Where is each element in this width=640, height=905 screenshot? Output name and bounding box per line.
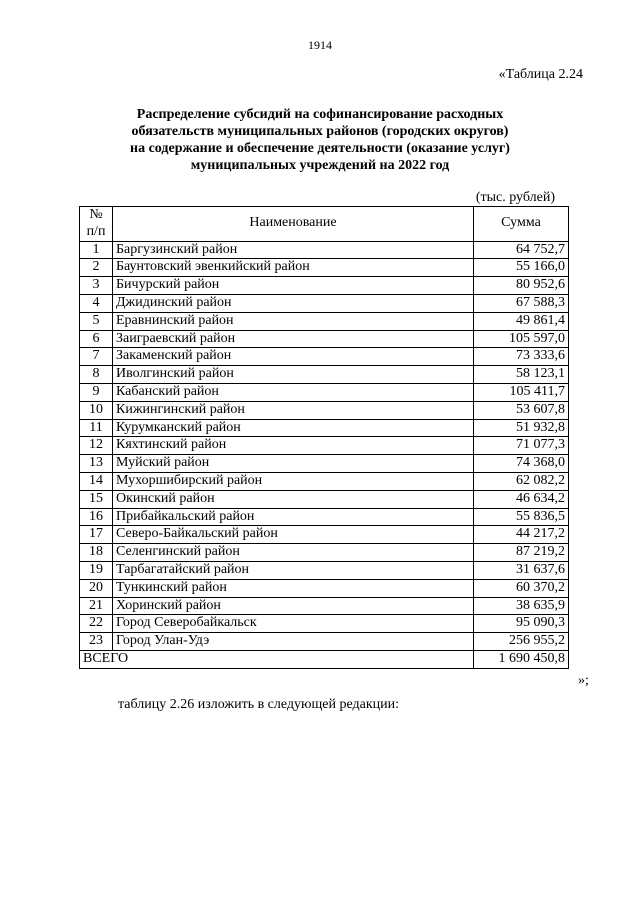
row-name: Город Северобайкальск [113,615,474,633]
title-line: Распределение субсидий на софинансирование расходных [136,107,504,122]
row-number: 3 [80,277,113,295]
row-name: Муйский район [113,455,474,473]
row-number: 8 [80,366,113,384]
table-row [80,597,569,615]
row-number: 15 [80,490,113,508]
table-row [80,561,569,579]
table-row [80,526,569,544]
table-row [80,508,569,526]
table-row [80,383,569,401]
row-number: 12 [80,437,113,455]
row-sum: 73 333,6 [474,348,569,366]
row-name: Город Улан-Удэ [113,633,474,651]
unit-note: (тыс. рублей) [475,190,555,205]
row-sum: 38 635,9 [474,597,569,615]
header-sum: Сумма [474,207,569,242]
row-name: Кяхтинский район [113,437,474,455]
total-row [80,650,569,668]
row-number: 1 [80,241,113,259]
table-row [80,401,569,419]
table-row [80,312,569,330]
total-label: ВСЕГО [80,650,474,668]
row-sum: 74 368,0 [474,455,569,473]
row-sum: 60 370,2 [474,579,569,597]
subsidy-table [79,206,569,669]
header-name: Наименование [113,207,474,242]
row-number: 9 [80,383,113,401]
row-sum: 46 634,2 [474,490,569,508]
row-sum: 55 836,5 [474,508,569,526]
table-row [80,455,569,473]
document-title [100,106,540,174]
row-sum: 64 752,7 [474,241,569,259]
row-name: Курумканский район [113,419,474,437]
row-sum: 105 411,7 [474,383,569,401]
row-sum: 87 219,2 [474,544,569,562]
row-number: 11 [80,419,113,437]
row-name: Баргузинский район [113,241,474,259]
row-number: 10 [80,401,113,419]
row-sum: 53 607,8 [474,401,569,419]
table-body [80,241,569,650]
row-name: Мухоршибирский район [113,472,474,490]
table-row [80,490,569,508]
row-number: 17 [80,526,113,544]
table-row [80,330,569,348]
row-sum: 67 588,3 [474,294,569,312]
table-header-row [80,207,569,242]
table-row [80,615,569,633]
row-name: Хоринский район [113,597,474,615]
table-row [80,259,569,277]
table-row [80,294,569,312]
table-row [80,472,569,490]
row-name: Кабанский район [113,383,474,401]
row-sum: 105 597,0 [474,330,569,348]
row-name: Кижингинский район [113,401,474,419]
table-row [80,633,569,651]
row-name: Еравнинский район [113,312,474,330]
row-name: Селенгинский район [113,544,474,562]
row-number: 23 [80,633,113,651]
row-name: Джидинский район [113,294,474,312]
table-row [80,437,569,455]
row-name: Бичурский район [113,277,474,295]
row-name: Иволгинский район [113,366,474,384]
page-number: 1914 [308,38,332,52]
row-name: Тункинский район [113,579,474,597]
row-name: Северо-Байкальский район [113,526,474,544]
row-number: 5 [80,312,113,330]
row-sum: 58 123,1 [474,366,569,384]
table-row [80,366,569,384]
row-name: Баунтовский эвенкийский район [113,259,474,277]
row-sum: 95 090,3 [474,615,569,633]
closing-quote: »; [578,673,589,688]
row-name: Заиграевский район [113,330,474,348]
row-number: 22 [80,615,113,633]
table-row [80,544,569,562]
table-row [80,277,569,295]
closing-text: таблицу 2.26 изложить в следующей редакции: [118,697,400,712]
row-number: 7 [80,348,113,366]
table-row [80,579,569,597]
table-row [80,419,569,437]
row-number: 18 [80,544,113,562]
total-sum: 1 690 450,8 [474,650,569,668]
row-number: 20 [80,579,113,597]
row-number: 19 [80,561,113,579]
row-sum: 71 077,3 [474,437,569,455]
table-row [80,241,569,259]
row-number: 6 [80,330,113,348]
row-number: 4 [80,294,113,312]
table-caption: «Таблица 2.24 [498,67,583,82]
row-number: 21 [80,597,113,615]
table-row [80,348,569,366]
row-name: Окинский район [113,490,474,508]
title-line: обязательств муниципальных районов (городских округов) [131,124,509,139]
row-sum: 49 861,4 [474,312,569,330]
title-line: муниципальных учреждений на 2022 год [190,158,450,173]
row-sum: 51 932,8 [474,419,569,437]
row-number: 16 [80,508,113,526]
row-sum: 62 082,2 [474,472,569,490]
row-number: 2 [80,259,113,277]
row-number: 14 [80,472,113,490]
row-name: Тарбагатайский район [113,561,474,579]
row-sum: 256 955,2 [474,633,569,651]
row-sum: 31 637,6 [474,561,569,579]
title-line: на содержание и обеспечение деятельности (оказание услуг) [130,141,510,156]
row-sum: 44 217,2 [474,526,569,544]
row-sum: 80 952,6 [474,277,569,295]
row-name: Закаменский район [113,348,474,366]
header-number-line1: № [89,207,103,222]
row-number: 13 [80,455,113,473]
header-number [80,207,113,242]
row-sum: 55 166,0 [474,259,569,277]
row-name: Прибайкальский район [113,508,474,526]
header-number-line2: п/п [86,223,106,239]
